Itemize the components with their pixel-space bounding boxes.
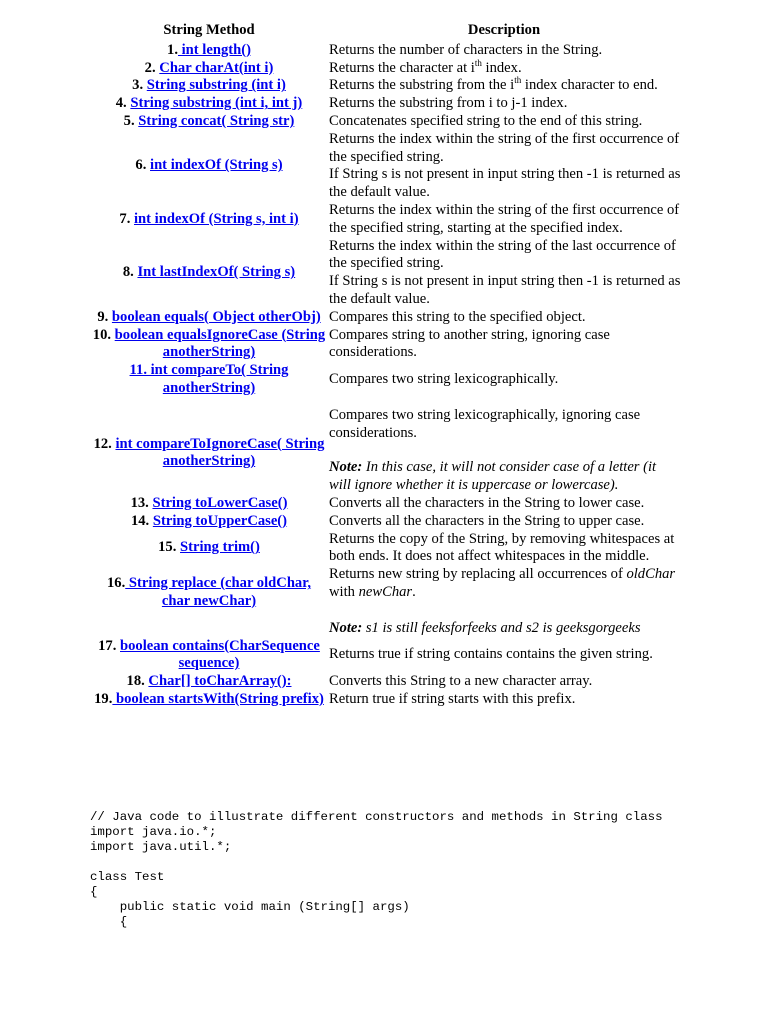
table-row [91, 131, 681, 202]
note-body: s1 is still feeksforfeeks and s2 is geeksgorgeeks [362, 619, 641, 636]
method-number: 2. [144, 59, 156, 76]
description-cell: Converts this String to a new character array. [329, 673, 593, 690]
method-link-replace[interactable]: String replace (char oldChar, char newChar) [125, 575, 312, 609]
description-text: Returns the character at i [329, 59, 475, 76]
header-description: Description [467, 22, 541, 38]
description-cell [327, 57, 681, 78]
method-number: 7. [119, 210, 131, 227]
method-link-tochararray[interactable]: Char[] toCharArray(): [148, 673, 292, 690]
method-cell [91, 309, 327, 327]
description-text: If String s is not present in input string then -1 is returned as the default value. [329, 273, 681, 307]
method-link-comparetoignorecase[interactable]: int compareToIgnoreCase( String anotherString) [115, 435, 325, 470]
method-link-trim[interactable]: String trim() [180, 539, 260, 556]
method-cell [91, 202, 327, 238]
table-row [91, 638, 681, 674]
description-text: index. [481, 59, 522, 76]
method-cell [91, 42, 327, 60]
description-part: Returns new string by replacing all occurrences of [329, 566, 627, 583]
table-row [91, 238, 681, 309]
method-number: 6. [135, 157, 147, 174]
method-number: 18. [126, 673, 145, 690]
description-cell: Converts all the characters in the String to lower case. [329, 494, 645, 511]
description-text: Returns the index within the string of the last occurrence of the specified string. [329, 237, 676, 272]
method-link-indexof-from[interactable]: int indexOf (String s, int i) [134, 210, 299, 227]
method-link-touppercase[interactable]: String toUpperCase() [152, 512, 288, 529]
method-number: 19. [94, 690, 113, 707]
code-line: { [90, 885, 98, 899]
table-row [91, 691, 681, 709]
method-link-charat[interactable]: Char charAt(int i) [159, 59, 274, 76]
code-line: { [90, 915, 128, 929]
description-cell [327, 238, 681, 309]
header-string-method: String Method [163, 22, 255, 38]
method-number: 13. [130, 494, 149, 511]
description-text: Returns the substring from the i [329, 77, 515, 94]
table-row [91, 362, 681, 398]
method-number: 1. [167, 41, 178, 58]
table-row [91, 77, 681, 95]
description-cell [327, 77, 681, 95]
method-cell [91, 673, 327, 691]
method-number: 4. [115, 95, 127, 112]
description-cell: Returns the substring from i to j-1 index. [329, 95, 568, 112]
description-cell: Converts all the characters in the String to upper case. [329, 512, 645, 529]
method-cell [91, 238, 327, 309]
table-row [91, 673, 681, 691]
description-part: . [412, 583, 416, 600]
method-cell [91, 327, 327, 363]
table-row [91, 95, 681, 113]
method-link-compareto[interactable]: 11. int compareTo( String anotherString) [129, 362, 289, 396]
method-cell [91, 495, 327, 513]
method-link-substring[interactable]: String substring (int i) [146, 77, 286, 94]
table-row [91, 42, 681, 60]
code-line: public static void main (String[] args) [90, 900, 410, 914]
table-row [91, 60, 681, 78]
note-label: Note: [329, 619, 363, 636]
description-cell: Compares two string lexicographically. [329, 371, 559, 388]
table-row [91, 495, 681, 513]
method-cell [91, 566, 327, 637]
code-line: // Java code to illustrate different constructors and methods in String class [90, 810, 663, 824]
description-text [329, 566, 681, 602]
note-body: In this case, it will not consider case of a letter (it will ignore whether it is uppercase or lowercase). [329, 459, 657, 494]
description-part: with [329, 583, 359, 600]
method-cell [91, 513, 327, 531]
description-cell: Return true if string starts with this prefix. [329, 690, 576, 707]
superscript-th: th [514, 75, 522, 86]
method-link-substring-range[interactable]: String substring (int i, int j) [130, 95, 303, 112]
method-number: 10. [92, 326, 112, 343]
table-row [91, 398, 681, 495]
description-cell: Compares string to another string, ignoring case considerations. [329, 326, 610, 361]
description-text: index character to end. [521, 77, 658, 94]
method-link-indexof[interactable]: int indexOf (String s) [150, 157, 283, 174]
method-number: 5. [123, 112, 135, 129]
method-cell [91, 531, 327, 567]
method-cell [91, 638, 327, 674]
method-link-tolowercase[interactable]: String toLowerCase() [152, 494, 288, 511]
table-row [91, 566, 681, 637]
description-cell: Returns the number of characters in the String. [329, 41, 603, 58]
method-number: 9. [97, 308, 109, 325]
method-number: 12. [93, 435, 112, 452]
method-cell [91, 113, 327, 131]
description-italic: oldChar [626, 566, 676, 583]
description-text: If String s is not present in input string then -1 is returned as the default value. [329, 166, 681, 201]
description-cell: Returns the copy of the String, by removing whitespaces at both ends. It does not affect whitespaces in the middle. [329, 530, 675, 565]
code-line: import java.util.*; [90, 840, 232, 854]
table-row [91, 327, 681, 363]
note-label: Note: [329, 459, 363, 476]
method-number: 16. [106, 575, 126, 591]
method-link-lastindexof[interactable]: Int lastIndexOf( String s) [137, 264, 296, 281]
method-cell [91, 362, 327, 398]
description-text: Returns the index within the string of the first occurrence of the specified string. [329, 130, 680, 165]
description-cell: Returns true if string contains contains the given string. [329, 646, 653, 663]
table-row [91, 113, 681, 131]
table-row [91, 531, 681, 567]
description-cell: Concatenates specified string to the end of this string. [329, 112, 643, 129]
method-link-startswith[interactable]: boolean startsWith(String prefix) [112, 690, 324, 707]
method-link-equalsignorecase[interactable]: boolean equalsIgnoreCase (String anotherString) [114, 326, 326, 361]
method-number: 8. [122, 264, 134, 281]
method-link-contains[interactable]: boolean contains(CharSequence sequence) [120, 637, 320, 672]
method-number: 15. [158, 539, 177, 556]
method-link-equals[interactable]: boolean equals( Object otherObj) [111, 308, 321, 325]
description-cell: Compares this string to the specified object. [329, 308, 586, 325]
description-cell [327, 131, 681, 202]
method-number: 3. [132, 77, 144, 94]
description-italic: newChar [358, 583, 413, 600]
method-number: 14. [130, 512, 150, 529]
method-cell [91, 398, 327, 495]
method-cell [91, 60, 327, 78]
method-cell [91, 691, 327, 709]
method-cell [91, 131, 327, 202]
table-row [91, 513, 681, 531]
method-link-length[interactable]: int length() [177, 41, 251, 58]
string-methods-table [91, 22, 681, 709]
table-header-row [91, 22, 681, 42]
method-number: 17. [98, 637, 117, 654]
note-text [329, 620, 681, 638]
description-cell [327, 398, 681, 495]
code-line: class Test [90, 870, 165, 884]
note-text [329, 459, 681, 495]
table-row [91, 309, 681, 327]
description-cell [327, 566, 681, 637]
java-code-block [90, 810, 663, 930]
table-row [91, 202, 681, 238]
method-cell [91, 95, 327, 113]
code-line: import java.io.*; [90, 825, 217, 839]
description-cell: Returns the index within the string of the first occurrence of the specified string, starting at the specified index. [329, 201, 680, 236]
superscript-th: th [474, 57, 482, 68]
description-text: Compares two string lexicographically, ignoring case considerations. [329, 406, 641, 441]
method-link-concat[interactable]: String concat( String str) [138, 112, 295, 129]
method-cell [91, 77, 327, 95]
